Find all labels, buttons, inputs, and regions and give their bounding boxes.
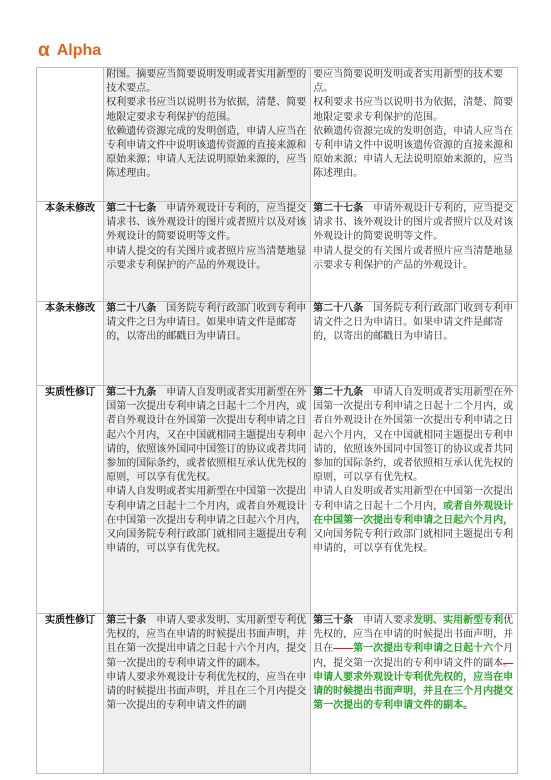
paragraph — [313, 386, 515, 485]
article-number: 第二十七条 — [106, 203, 157, 214]
paragraph — [313, 96, 515, 124]
body-text: 权利要求书应当以说明书为依据，清楚、简要地限定要求专利保护的范围。 — [313, 97, 514, 123]
article-number: 第二十九条 — [313, 387, 364, 398]
table-row — [37, 386, 518, 614]
body-text: 申请人要求发明、实用新型专利优先权的，应当在申请的时候提出书面声明，并且在第一次提出申请之日起十六个月内，提交第一次提出的专利申请文件的副本。 — [106, 615, 307, 669]
body-text: 申请外观设计专利的，应当提交请求书、该外观设计的图片或者照片以及对该外观设计的简要说明等文件。 — [106, 203, 307, 243]
body-text: 权利要求书应当以说明书为依据，清楚、简要地限定要求专利保护的范围。 — [106, 97, 307, 123]
body-text: 要应当简要说明发明或者实用新型的技术要点。 — [313, 69, 504, 95]
body-text: 申请外观设计专利的，应当提交请求书、该外观设计的图片或者照片以及对该外观设计的简要说明等文件。 — [313, 203, 514, 243]
alpha-logo-icon: α — [38, 40, 50, 61]
body-text: 又向国务院专利行政部门就相同主题提出专利申请的，可以享有优先权。 — [313, 529, 514, 555]
article-number: 第二十九条 — [106, 387, 157, 398]
deleted-text: 。 — [503, 657, 514, 669]
original-text-cell — [104, 202, 311, 302]
paragraph — [106, 614, 308, 671]
paragraph — [106, 302, 308, 345]
row-label — [37, 68, 104, 202]
paragraph — [106, 68, 308, 96]
table-row — [37, 302, 518, 386]
table-row — [37, 202, 518, 302]
body-text: 优先权的，应当在申请的时候提出书面声明，并且在 — [313, 615, 514, 655]
article-number: 第二十八条 — [106, 303, 157, 314]
revised-text-cell — [311, 202, 518, 302]
paragraph — [106, 671, 308, 714]
deleted-text: —— — [333, 643, 354, 655]
brand-logo — [38, 41, 101, 61]
paragraph — [313, 614, 515, 671]
body-text: 依赖遗传资源完成的发明创造，申请人应当在专利申请文件中说明该遗传资源的直接来源和原始来源；申请人无法说明原始来源的，应当陈述理由。 — [313, 125, 514, 180]
body-text: 附图。摘要应当简要说明发明或者实用新型的技术要点。 — [106, 69, 307, 95]
paragraph — [106, 485, 308, 556]
original-text-cell — [104, 68, 311, 202]
paragraph — [106, 386, 308, 485]
row-label: 本条未修改 — [37, 202, 104, 302]
body-text: 申请人要求 — [353, 615, 414, 626]
added-text: 第一次提出专利申请之日起十六 — [353, 643, 494, 655]
row-label: 实质性修订 — [37, 614, 104, 774]
table-row — [37, 68, 518, 202]
comparison-table — [36, 67, 518, 774]
body-text: 国务院专利行政部门收到专利申请文件之日为申请日。如果申请文件是邮寄的，以寄出的邮戳日为申请日。 — [106, 303, 307, 343]
article-number: 第三十条 — [313, 615, 354, 626]
revised-text-cell — [311, 386, 518, 614]
paragraph — [106, 96, 308, 124]
revised-text-cell — [311, 302, 518, 386]
brand-name: Alpha — [56, 42, 102, 59]
row-label: 实质性修订 — [37, 386, 104, 614]
body-text: 申请人提交的有关图片或者照片应当清楚地显示要求专利保护的产品的外观设计。 — [106, 245, 307, 271]
paragraph — [313, 671, 515, 714]
paragraph — [313, 245, 515, 273]
original-text-cell — [104, 386, 311, 614]
added-text: 申请人要求外观设计专利优先权的，应当在申请的时候提出书面声明，并且在三个月内提交第一次提出的专利申请文件的副本。 — [313, 671, 514, 712]
body-text: 个月内，提交第一次提出的专利申请文件的副本 — [313, 643, 514, 669]
original-text-cell — [104, 302, 311, 386]
table-row — [37, 614, 518, 774]
paragraph — [313, 68, 515, 96]
paragraph — [313, 202, 515, 245]
body-text: 申请人自发明或者实用新型在中国第一次提出专利申请之日起十二个月内，或者自外观设计在中国第一次提出专利申请之日起六个月内，又向国务院专利行政部门就相同主题提出专利申请的，可以享有优先权。 — [106, 486, 307, 555]
paragraph — [313, 125, 515, 182]
paragraph — [106, 202, 308, 245]
body-text: 申请人自发明或者实用新型在外国第一次提出专利申请之日起十二个月内，或者自外观设计在外国第一次提出专利申请之日起六个月内，又在中国就相同主题提出专利申请的，依照该外国同中国签订的协议或者共同参加的国际条约，或者依照相互承认优先权的原则，可以享有优先权。 — [313, 387, 514, 484]
added-text: 或者自外观设计在中国第一次提出专利申请之日起六个月内， — [313, 500, 514, 526]
article-number: 第二十七条 — [313, 203, 364, 214]
body-text: 申请人自发明或者实用新型在中国第一次提出专利申请之日起十二个月内， — [313, 486, 514, 512]
body-text: 申请人自发明或者实用新型在外国第一次提出专利申请之日起十二个月内，或者自外观设计在外国第一次提出专利申请之日起六个月内，又在中国就相同主题提出专利申请的，依照该外国同中国签订的协议或者共同参加的国际条约，或者依照相互承认优先权的原则，可以享有优先权。 — [106, 387, 307, 484]
body-text: 国务院专利行政部门收到专利申请文件之日为申请日。如果申请文件是邮寄的，以寄出的邮戳日为申请日。 — [313, 303, 514, 343]
paragraph — [106, 125, 308, 182]
added-text: 发明、实用新型专利 — [413, 615, 504, 626]
article-number: 第二十八条 — [313, 303, 364, 314]
body-text: 申请人要求外观设计专利优先权的，应当在申请的时候提出书面声明，并且在三个月内提交第一次提出的专利申请文件的副 — [106, 671, 307, 712]
original-text-cell — [104, 614, 311, 774]
article-number: 第三十条 — [106, 615, 147, 626]
body-text: 申请人提交的有关图片或者照片应当清楚地显示要求专利保护的产品的外观设计。 — [313, 245, 514, 271]
body-text: 依赖遗传资源完成的发明创造，申请人应当在专利申请文件中说明该遗传资源的直接来源和原始来源；申请人无法说明原始来源的，应当陈述理由。 — [106, 125, 307, 180]
paragraph — [106, 245, 308, 273]
revised-text-cell — [311, 614, 518, 774]
revised-text-cell — [311, 68, 518, 202]
paragraph — [313, 302, 515, 345]
paragraph — [313, 485, 515, 556]
row-label: 本条未修改 — [37, 302, 104, 386]
